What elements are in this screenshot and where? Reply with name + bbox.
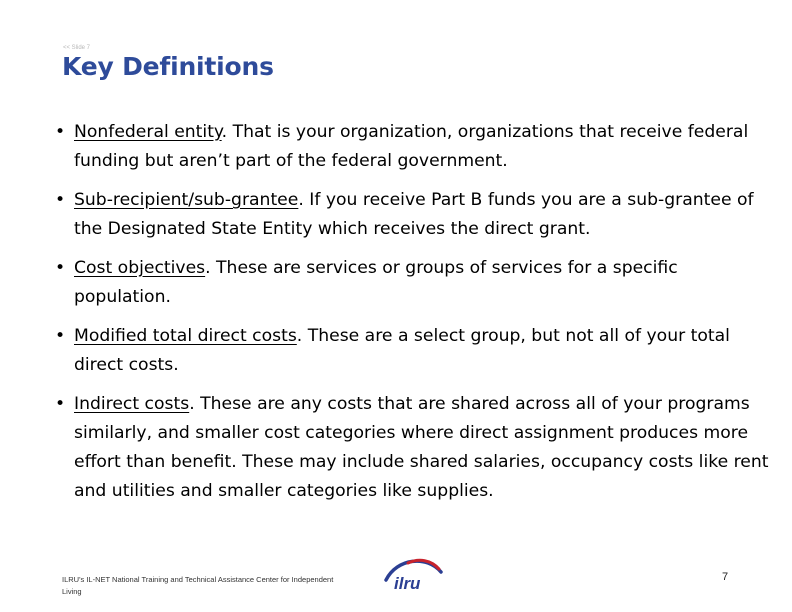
bullet-marker: • (55, 190, 66, 210)
definition-text: . These are services or groups of services for a specific population. (74, 258, 678, 307)
definition-text: . These are a select group, but not all of your total direct costs. (74, 326, 730, 375)
definition-item (55, 322, 775, 380)
ilru-logo (383, 556, 443, 594)
definition-item (55, 254, 775, 312)
logo-text: ilru (394, 574, 421, 593)
page-number: 7 (722, 571, 729, 583)
bullet-marker: • (55, 258, 66, 278)
footer-text: ILRU's IL-NET National Training and Technical Assistance Center for Independent Living (62, 575, 334, 596)
definition-term: Indirect costs (74, 394, 190, 414)
bullet-marker: • (55, 326, 66, 346)
definition-text: . That is your organization, organizations that receive federal funding but aren’t part of the federal government. (74, 122, 749, 171)
definition-term: Cost objectives (74, 258, 206, 278)
definitions-list (55, 118, 775, 516)
definition-item (55, 390, 775, 506)
slide-tag: << Slide 7 (63, 45, 91, 51)
definition-term: Sub-recipient/sub-grantee (74, 190, 299, 210)
definition-text: . These are any costs that are shared across all of your programs similarly, and smaller cost categories where direct assignment produces more effort than benefit. These may include shared salaries, occupancy costs like rent and utilities and smaller categories like supplies. (74, 394, 769, 501)
definition-item (55, 186, 775, 244)
definition-term: Modified total direct costs (74, 326, 297, 346)
definition-text: . If you receive Part B funds you are a sub-grantee of the Designated State Entity which receives the direct grant. (74, 190, 754, 239)
definition-item (55, 118, 775, 176)
slide-title: Key Definitions (62, 52, 274, 81)
definition-term: Nonfederal entity (74, 122, 222, 142)
bullet-marker: • (55, 122, 66, 142)
bullet-marker: • (55, 394, 66, 414)
